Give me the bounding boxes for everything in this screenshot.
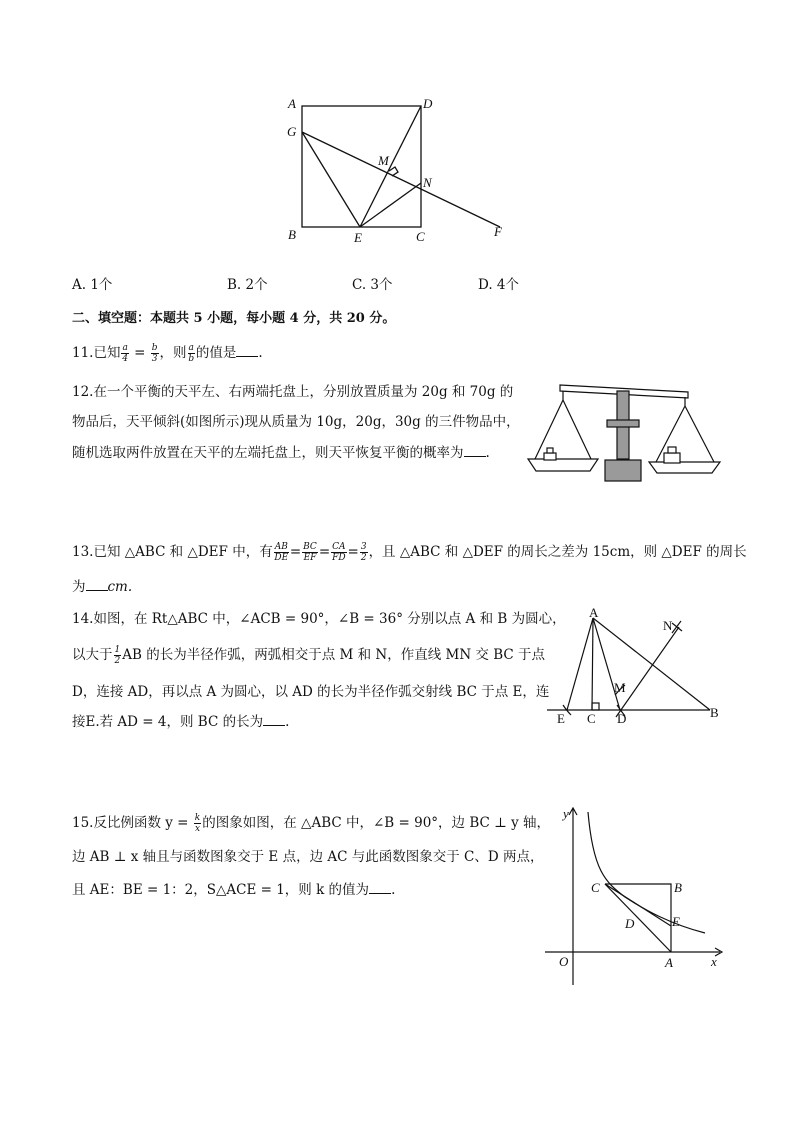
label-a: A	[665, 955, 673, 970]
label-a: A	[288, 96, 296, 111]
q15-line2: 边 AB ⊥ x 轴且与函数图象交于 E 点，边 AC 与此函数图象交于 C、D 两点，	[72, 849, 544, 865]
label-f: F	[494, 224, 502, 239]
line-ed	[360, 106, 421, 227]
label-b: B	[674, 880, 682, 895]
q10-figure	[280, 92, 510, 247]
option-b[interactable]: B. 2个	[227, 277, 268, 293]
segment-ad	[593, 618, 620, 710]
section-heading: 二、填空题：本题共 5 小题，每小题 4 分，共 20 分。	[72, 311, 396, 326]
label-b: B	[710, 705, 719, 720]
q12-line2: 物品后，天平倾斜(如图所示)现从质量为 10g，20g，30g 的三件物品中，	[72, 414, 520, 430]
answer-blank[interactable]	[86, 578, 108, 591]
option-a[interactable]: A. 1个	[72, 277, 113, 293]
answer-blank[interactable]	[464, 444, 486, 457]
question-15-line3: 且 AE：BE = 1：2，S△ACE = 1，则 k 的值为 .	[72, 882, 396, 898]
label-e: E	[557, 711, 565, 726]
label-m: M	[378, 153, 389, 168]
label-y: y	[563, 806, 569, 821]
segment-ae	[567, 618, 593, 710]
right-angle-c	[592, 703, 599, 710]
right-pan	[649, 462, 720, 473]
option-c[interactable]: C. 3个	[352, 277, 393, 293]
segment-ac	[592, 618, 593, 710]
line-en	[360, 183, 421, 227]
fraction-bc-ef: $\frac{BC}{EF}$	[303, 542, 317, 563]
label-c: C	[587, 711, 596, 726]
label-d: D	[423, 96, 433, 111]
fraction-a-over-4: $\frac{a}{4}$	[122, 343, 129, 364]
question-12-line3: 随机选取两件放置在天平的左端托盘上，则天平恢复平衡的概率为 .	[72, 445, 490, 461]
q15-figure	[545, 800, 730, 990]
q14-line2: 以大于 $\frac{1}{2}$ AB 的长为半径作弧，两弧相交于点 M 和 N，作直线 MN 交 BC 于点	[72, 645, 546, 666]
answer-blank[interactable]	[369, 881, 391, 894]
segment-ce	[605, 884, 671, 926]
label-n: N	[663, 618, 673, 633]
fraction-ca-fd: $\frac{CA}{FD}$	[332, 542, 346, 563]
q12-line1: 12.在一个平衡的天平左、右两端托盘上，分别放置质量为 20g 和 70g 的	[72, 384, 514, 400]
fraction-3-2: $\frac{3}{2}$	[360, 542, 367, 563]
square-abcd	[302, 106, 421, 227]
question-14-line4: 接E.若 AD = 4，则 BC 的长为 .	[72, 714, 290, 730]
q11-text: 11.已知	[72, 345, 121, 361]
label-g: G	[287, 124, 297, 139]
balance-scale-figure	[525, 380, 725, 485]
label-c: C	[416, 229, 425, 244]
q15-line1: 15.反比例函数 y = $\frac{k}{x}$ 的图象如图，在 △ABC 中，∠B = 90°，边 BC ⊥ y 轴，	[72, 813, 551, 834]
label-o: O	[559, 954, 569, 969]
left-weight	[544, 453, 556, 460]
label-a: A	[589, 605, 599, 620]
fraction-ab-de: $\frac{AB}{DE}$	[274, 542, 289, 563]
question-11: 11.已知 $\frac{a}{4}$ = $\frac{b}{3}$ ，则 $\frac{a}{b}$ 的值是 .	[72, 343, 263, 364]
label-m: M	[614, 680, 626, 695]
label-e: E	[354, 230, 362, 245]
line-mn	[616, 627, 679, 717]
q14-line3: D，连接 AD，再以点 A 为圆心，以 AD 的长为半径作弧交射线 BC 于点 E，连	[72, 684, 550, 700]
label-c: C	[591, 880, 600, 895]
hyperbola	[588, 812, 705, 933]
question-13: 13.已知 △ABC 和 △DEF 中，有 $\frac{AB}{DE}$ = $\frac{BC}{EF}$ = $\frac{CA}{FD}$ = $\frac{3}{2}$ ，且 △ABC 和 △DEF 的周长之差为 15cm，则 △DEF 的周长	[72, 542, 747, 563]
side-ac	[605, 884, 671, 952]
label-b: B	[288, 227, 296, 242]
fraction-1-2: $\frac{1}{2}$	[114, 645, 121, 666]
fraction-a-over-b: $\frac{a}{b}$	[188, 343, 195, 364]
label-n: N	[423, 175, 432, 190]
label-d: D	[617, 711, 627, 726]
q14-figure	[545, 605, 735, 730]
answer-blank[interactable]	[263, 713, 285, 726]
question-13-line2: 为 cm.	[72, 579, 133, 595]
fraction-b-over-3: $\frac{b}{3}$	[151, 343, 158, 364]
crossbar	[607, 420, 639, 427]
option-d[interactable]: D. 4个	[478, 277, 520, 293]
answer-blank[interactable]	[236, 344, 258, 357]
q14-line1: 14.如图，在 Rt△ABC 中，∠ACB = 90°，∠B = 36° 分别以点 A 和 B 为圆心，	[72, 611, 566, 627]
label-e: E	[672, 914, 680, 929]
side-ab	[593, 618, 710, 710]
right-weight	[664, 453, 680, 463]
left-pan	[528, 459, 598, 471]
fraction-k-x: $\frac{k}{x}$	[194, 813, 201, 834]
base	[605, 460, 641, 481]
label-d: D	[625, 916, 635, 931]
label-x: x	[711, 954, 717, 969]
